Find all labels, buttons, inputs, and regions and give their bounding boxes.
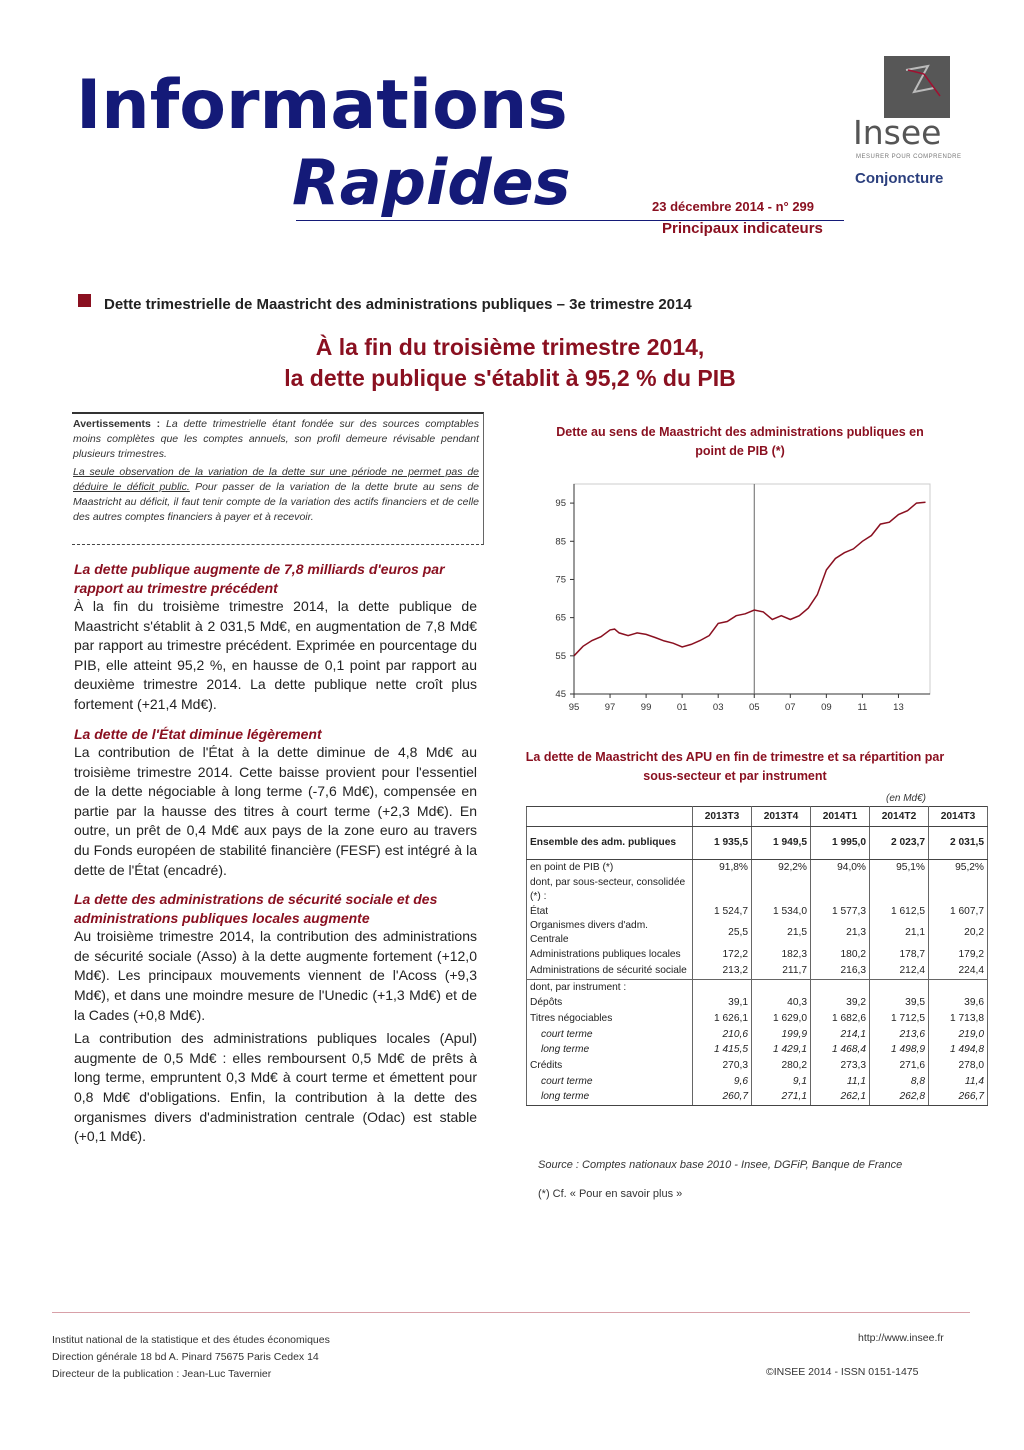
- table-cell: 273,3: [811, 1058, 870, 1074]
- table-cell: 271,1: [752, 1090, 811, 1106]
- table-row: [527, 1011, 988, 1027]
- column-header: 2014T2: [870, 807, 929, 827]
- footer-line: Directeur de la publication : Jean-Luc Tavernier: [52, 1368, 272, 1380]
- table-cell: 1 415,5: [693, 1043, 752, 1059]
- footer-copyright: ©INSEE 2014 - ISSN 0151-1475: [766, 1366, 919, 1378]
- table-row: [527, 979, 988, 995]
- paragraph: La contribution des administrations publiques locales (Apul) augmente de 0,5 Md€ : elles remboursent 0,5 Md€ de prêts à long terme, empruntent 0,3 Md€ à court terme et émettent pour 0,8 Md€ d'obligations. Enfin, la contribution à la dette des organismes divers d'administration centrale (Odac) est stable (+0,1 Md€).: [74, 1030, 477, 1145]
- table-cell: 1 712,5: [870, 1011, 929, 1027]
- insee-logo-icon: [884, 56, 950, 118]
- table-cell: 21,1: [870, 919, 929, 947]
- row-label: court terme: [527, 1074, 693, 1090]
- table-row: [527, 963, 988, 979]
- row-label: Organismes divers d'adm. Centrale: [527, 919, 693, 947]
- table-row: [527, 995, 988, 1011]
- table-row: [527, 1090, 988, 1106]
- table-cell: 92,2%: [752, 860, 811, 876]
- y-tick-label: 95: [555, 498, 566, 510]
- x-tick-label: 07: [785, 702, 796, 713]
- section-heading: La dette publique augmente de 7,8 milliards d'euros par rapport au trimestre précédent: [74, 561, 445, 596]
- masthead-title-rapides: Rapides: [292, 146, 571, 219]
- table-cell: 1 494,8: [929, 1043, 988, 1059]
- column-header: 2014T1: [811, 807, 870, 827]
- footer-line: Institut national de la statistique et des études économiques: [52, 1334, 330, 1346]
- series-line: [574, 502, 926, 656]
- table-cell: 39,6: [929, 995, 988, 1011]
- x-tick-label: 09: [821, 702, 832, 713]
- table-cell: 1 626,1: [693, 1011, 752, 1027]
- headline: [140, 332, 880, 394]
- table-cell: 180,2: [811, 947, 870, 963]
- x-tick-label: 11: [857, 702, 868, 713]
- table-row: [527, 860, 988, 876]
- table-cell: 11,4: [929, 1074, 988, 1090]
- table-cell: 21,3: [811, 919, 870, 947]
- table-cell: 1 607,7: [929, 904, 988, 920]
- debt-table: [526, 806, 988, 1106]
- x-tick-label: 13: [893, 702, 904, 713]
- table-row: [527, 947, 988, 963]
- footer-line: Direction générale 18 bd A. Pinard 75675 Paris Cedex 14: [52, 1351, 319, 1363]
- table-cell: 40,3: [752, 995, 811, 1011]
- table-unit: (en Md€): [886, 793, 927, 804]
- table-cell: 260,7: [693, 1090, 752, 1106]
- table-row: [527, 876, 988, 904]
- table-cell: 95,2%: [929, 860, 988, 876]
- table-cell: [752, 979, 811, 995]
- table-row: [527, 919, 988, 947]
- headline-line-1: À la fin du troisième trimestre 2014,: [315, 334, 705, 360]
- table-cell: 1 713,8: [929, 1011, 988, 1027]
- table-cell: [870, 979, 929, 995]
- table-cell: 8,8: [870, 1074, 929, 1090]
- row-label: Administrations publiques locales: [527, 947, 693, 963]
- table-cell: [811, 876, 870, 904]
- table-corner-cell: [527, 807, 693, 827]
- plot-frame: [574, 484, 930, 694]
- table-cell: 270,3: [693, 1058, 752, 1074]
- table-cell: 224,4: [929, 963, 988, 979]
- table-cell: 1 524,7: [693, 904, 752, 920]
- table-cell: [929, 979, 988, 995]
- row-label: en point de PIB (*): [527, 860, 693, 876]
- x-tick-label: 97: [604, 702, 616, 713]
- paragraph: La contribution de l'État à la dette diminue de 4,8 Md€ au troisième trimestre 2014. Cette baisse provient pour l'essentiel de la dette négociable à long terme (-7,6 Md€), compensée en partie par la hausse des titres à court terme (+2,3 Md€). En outre, un prêt de 0,4 Md€ aux pays de la zone euro au travers du Fonds européen de stabilité financière (FESF) est intégré à la dette de l'État (encadré).: [74, 744, 477, 878]
- x-tick-label: 01: [676, 702, 688, 713]
- warning-text-2-underlined: La seule observation de la variation de la dette sur une période ne permet pas de déduire le déficit public.: [73, 465, 479, 493]
- table-row: [527, 1058, 988, 1074]
- y-tick-label: 85: [555, 536, 566, 548]
- kicker-square-icon: [78, 294, 91, 307]
- x-tick-label: 05: [748, 702, 760, 713]
- masthead-title-informations: Informations: [76, 66, 568, 145]
- footer-address: [52, 1332, 330, 1383]
- y-tick-label: 65: [555, 612, 566, 624]
- row-label: Dépôts: [527, 995, 693, 1011]
- table-cell: 262,8: [870, 1090, 929, 1106]
- table-cell: 178,7: [870, 947, 929, 963]
- table-cell: 1 935,5: [693, 827, 752, 860]
- footer-url-link[interactable]: http://www.insee.fr: [858, 1332, 944, 1344]
- x-tick-label: 95: [568, 702, 580, 713]
- row-label: Ensemble des adm. publiques: [527, 827, 693, 860]
- table-cell: 39,1: [693, 995, 752, 1011]
- column-header: 2013T4: [752, 807, 811, 827]
- headline-line-2: la dette publique s'établit à 95,2 % du PIB: [284, 365, 736, 391]
- section-heading: La dette de l'État diminue légèrement: [74, 725, 322, 742]
- table-cell: 262,1: [811, 1090, 870, 1106]
- warning-text-1: La dette trimestrielle étant fondée sur des sources comptables moins complètes que les comptes annuels, son profil demeure révisable pendant plusieurs trimestres.: [73, 418, 479, 461]
- table-cell: 278,0: [929, 1058, 988, 1074]
- table-cell: 216,3: [811, 963, 870, 979]
- warning-label: Avertissements :: [73, 418, 161, 430]
- table-cell: 1 682,6: [811, 1011, 870, 1027]
- table-cell: 1 468,4: [811, 1043, 870, 1059]
- table-cell: 199,9: [752, 1027, 811, 1043]
- table-cell: 210,6: [693, 1027, 752, 1043]
- warning-text-2: Pour passer de la variation de la dette brute au sens de Maastricht au déficit, il faut tenir compte de la variation des actifs financiers et de celle des autres comptes financiers à payer et à recevoir.: [73, 480, 480, 524]
- table-cell: 1 498,9: [870, 1043, 929, 1059]
- table-cell: 39,5: [870, 995, 929, 1011]
- table-cell: [870, 876, 929, 904]
- table-cell: [929, 876, 988, 904]
- table-cell: 179,2: [929, 947, 988, 963]
- warning-paragraph-1: [73, 417, 479, 463]
- row-label: Crédits: [527, 1058, 693, 1074]
- column-header: 2014T3: [929, 807, 988, 827]
- article-body: [74, 560, 477, 1151]
- chart-title: Dette au sens de Maastricht des administrations publiques en point de PIB (*): [556, 425, 924, 458]
- paragraph: Au troisième trimestre 2014, la contribution des administrations de sécurité sociale (Asso) à la dette augmente fortement (+12,0 Md€). Les principaux mouvements viennent de l'Acoss (+9,3 Md€), et dans une moindre mesure de l'Unedic (+1,3 Md€) et de la Cades (+0,8 Md€).: [74, 928, 477, 1023]
- table-cell: [693, 876, 752, 904]
- row-label: long terme: [527, 1043, 693, 1059]
- row-label: court terme: [527, 1027, 693, 1043]
- row-label: dont, par instrument :: [527, 979, 693, 995]
- logo-name: Insee: [853, 113, 942, 152]
- logo-subtitle: MESURER POUR COMPRENDRE: [856, 154, 962, 160]
- table-cell: 1 429,1: [752, 1043, 811, 1059]
- warning-box: [72, 412, 484, 545]
- section-heading: La dette des administrations de sécurité sociale et des administrations publiques locales augmente: [74, 891, 438, 926]
- table-cell: 9,1: [752, 1074, 811, 1090]
- warning-paragraph-2: [73, 465, 479, 526]
- table-cell: 95,1%: [870, 860, 929, 876]
- table-source: Source : Comptes nationaux base 2010 - Insee, DGFiP, Banque de France: [538, 1159, 903, 1171]
- kicker: Dette trimestrielle de Maastricht des administrations publiques – 3e trimestre 2014: [104, 296, 692, 313]
- table-row: [527, 1043, 988, 1059]
- paragraph: À la fin du troisième trimestre 2014, la dette publique de Maastricht s'établit à 2 031,5 Md€, en augmentation de 7,8 Md€ par rapport au trimestre précédent. Exprimée en pourcentage du PIB, elle atteint 95,2 %, en hausse de 0,1 point par rapport au deuxième trimestre 2014. La dette publique nette croît plus fortement (+21,4 Md€).: [74, 598, 477, 712]
- table-cell: 172,2: [693, 947, 752, 963]
- series-label: Principaux indicateurs: [662, 220, 823, 237]
- table-cell: 1 629,0: [752, 1011, 811, 1027]
- table-cell: 213,2: [693, 963, 752, 979]
- table-note: (*) Cf. « Pour en savoir plus »: [538, 1188, 683, 1200]
- y-tick-label: 75: [555, 574, 566, 586]
- table-cell: 94,0%: [811, 860, 870, 876]
- y-tick-label: 45: [555, 689, 566, 700]
- table-cell: 219,0: [929, 1027, 988, 1043]
- table-cell: 1 577,3: [811, 904, 870, 920]
- x-tick-label: 03: [712, 702, 724, 713]
- table-cell: 25,5: [693, 919, 752, 947]
- row-label: long terme: [527, 1090, 693, 1106]
- table-row: [527, 1027, 988, 1043]
- table-cell: [811, 979, 870, 995]
- table-body: [527, 827, 988, 1106]
- table-cell: 213,6: [870, 1027, 929, 1043]
- row-label: État: [527, 904, 693, 920]
- x-tick-label: 99: [640, 702, 652, 713]
- row-label: Titres négociables: [527, 1011, 693, 1027]
- debt-chart: [540, 478, 940, 723]
- row-label: dont, par sous-secteur, consolidée (*) :: [527, 876, 693, 904]
- table-cell: 212,4: [870, 963, 929, 979]
- table-row: [527, 1074, 988, 1090]
- column-header: 2013T3: [693, 807, 752, 827]
- logo-conjoncture: Conjoncture: [855, 170, 944, 187]
- table-cell: 1 534,0: [752, 904, 811, 920]
- table-cell: 2 023,7: [870, 827, 929, 860]
- table-cell: 91,8%: [693, 860, 752, 876]
- table-cell: 1 949,5: [752, 827, 811, 860]
- y-tick-label: 55: [555, 650, 566, 662]
- table-cell: 2 031,5: [929, 827, 988, 860]
- table-cell: 11,1: [811, 1074, 870, 1090]
- table-cell: 21,5: [752, 919, 811, 947]
- table-cell: [693, 979, 752, 995]
- table-row: [527, 904, 988, 920]
- table-cell: 182,3: [752, 947, 811, 963]
- table-cell: 214,1: [811, 1027, 870, 1043]
- table-cell: 211,7: [752, 963, 811, 979]
- table-cell: 266,7: [929, 1090, 988, 1106]
- table-cell: 39,2: [811, 995, 870, 1011]
- table-cell: 1 995,0: [811, 827, 870, 860]
- table-cell: [752, 876, 811, 904]
- table-cell: 1 612,5: [870, 904, 929, 920]
- table-row: [527, 827, 988, 860]
- row-label: Administrations de sécurité sociale: [527, 963, 693, 979]
- table-cell: 271,6: [870, 1058, 929, 1074]
- issue-number: 23 décembre 2014 - n° 299: [652, 199, 815, 214]
- table-cell: 20,2: [929, 919, 988, 947]
- table-title: La dette de Maastricht des APU en fin de trimestre et sa répartition par sous-secteur et par instrument: [525, 750, 945, 783]
- table-cell: 9,6: [693, 1074, 752, 1090]
- footer-rule: [52, 1312, 970, 1313]
- debt-chart-svg: [540, 478, 940, 718]
- table-cell: 280,2: [752, 1058, 811, 1074]
- table-header-row: [527, 807, 988, 827]
